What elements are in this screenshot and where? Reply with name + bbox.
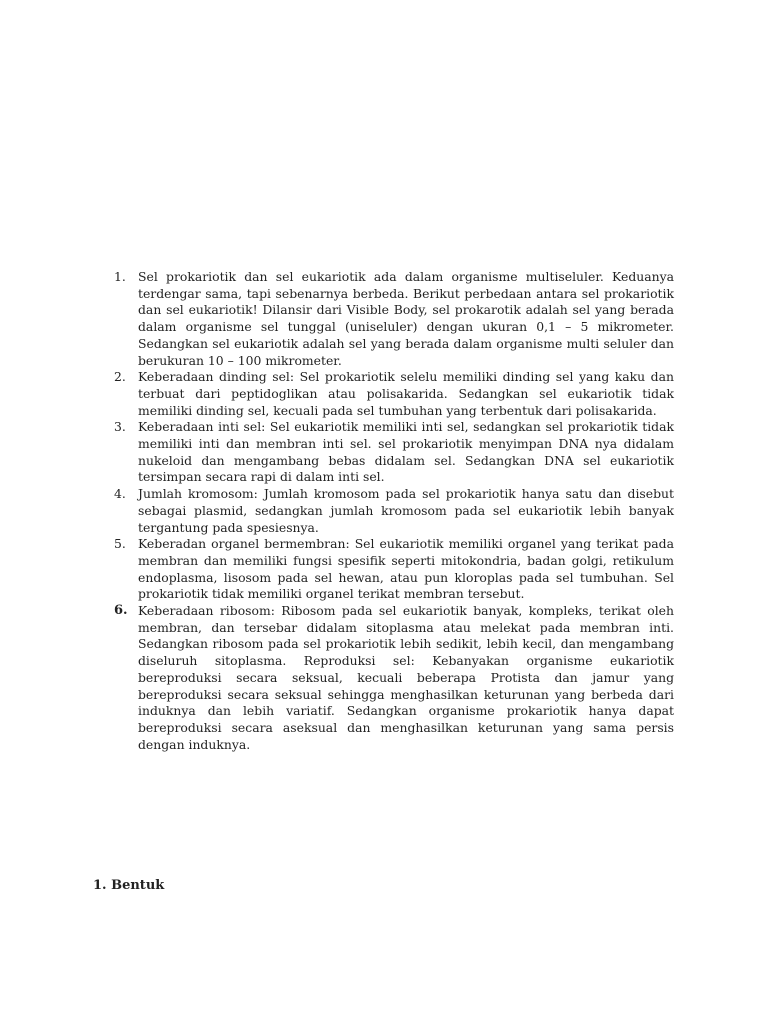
list-item <box>104 369 674 419</box>
list-item <box>104 536 674 603</box>
numbered-list <box>104 269 674 753</box>
list-item-text: Keberadaan inti sel: Sel eukariotik memiliki inti sel, sedangkan sel prokariotik tidak memiliki inti dan membran inti sel. sel prokariotik menyimpan DNA nya didalam nukeloid dan mengambang bebas didalam sel. Sedangkan DNA sel eukariotik tersimpan secara rapi di dalam inti sel. <box>138 419 674 485</box>
list-item-text: Keberadaan dinding sel: Sel prokariotik selelu memiliki dinding sel yang kaku dan terbuat dari peptidoglikan atau polisakarida. Sedangkan sel eukariotik tidak memiliki dinding sel, kecuali pada sel tumbuhan yang terbentuk dari polisakarida. <box>138 369 674 418</box>
list-item <box>104 486 674 536</box>
list-item-text: Keberadaan ribosom: Ribosom pada sel eukariotik banyak, kompleks, terikat oleh membran, dan tersebar didalam sitoplasma atau melekat pada membran inti. Sedangkan ribosom pada sel prokariotik lebih sedikit, lebih kecil, dan mengambang diseluruh sitoplasma. Reproduksi sel: Kebanyakan organisme eukariotik bereproduksi secara seksual, kecuali beberapa Protista dan jamur yang bereproduksi secara seksual sehingga menghasilkan keturunan yang berbeda dari induknya dan lebih variatif. Sedangkan organisme prokariotik hanya dapat bereproduksi secara aseksual dan menghasilkan keturunan yang sama persis dengan induknya. <box>138 603 674 752</box>
list-item <box>104 269 674 369</box>
section-heading: 1. Bentuk <box>93 878 165 893</box>
list-item-text: Jumlah kromosom: Jumlah kromosom pada sel prokariotik hanya satu dan disebut sebagai plasmid, sedangkan jumlah kromosom pada sel eukariotik lebih banyak tergantung pada spesiesnya. <box>138 486 674 535</box>
list-item <box>104 603 674 753</box>
list-item-number: 3. <box>114 419 126 435</box>
list-item-text: Sel prokariotik dan sel eukariotik ada dalam organisme multiseluler. Keduanya terdengar sama, tapi sebenarnya berbeda. Berikut perbedaan antara sel prokariotik dan sel eukariotik! Dilansir dari Visible Body, sel prokarotik adalah sel yang berada dalam organisme sel tunggal (uniseluler) dengan ukuran 0,1 – 5 mikrometer. Sedangkan sel eukariotik adalah sel yang berada dalam organisme multi seluler dan berukuran 10 – 100 mikrometer. <box>138 269 674 368</box>
list-item-number: 5. <box>114 536 126 552</box>
list-item-number: 2. <box>114 369 126 385</box>
list-item-text: Keberadan organel bermembran: Sel eukariotik memiliki organel yang terikat pada membran dan memiliki fungsi spesifik seperti mitokondria, badan golgi, retikulum endoplasma, lisosom pada sel hewan, atau pun kloroplas pada sel tumbuhan. Sel prokariotik tidak memiliki organel terikat membran tersebut. <box>138 536 674 602</box>
list-item-number: 1. <box>114 269 126 284</box>
list-item <box>104 419 674 486</box>
list-item-number: 6. <box>114 603 128 619</box>
list-item-number: 4. <box>114 486 126 502</box>
